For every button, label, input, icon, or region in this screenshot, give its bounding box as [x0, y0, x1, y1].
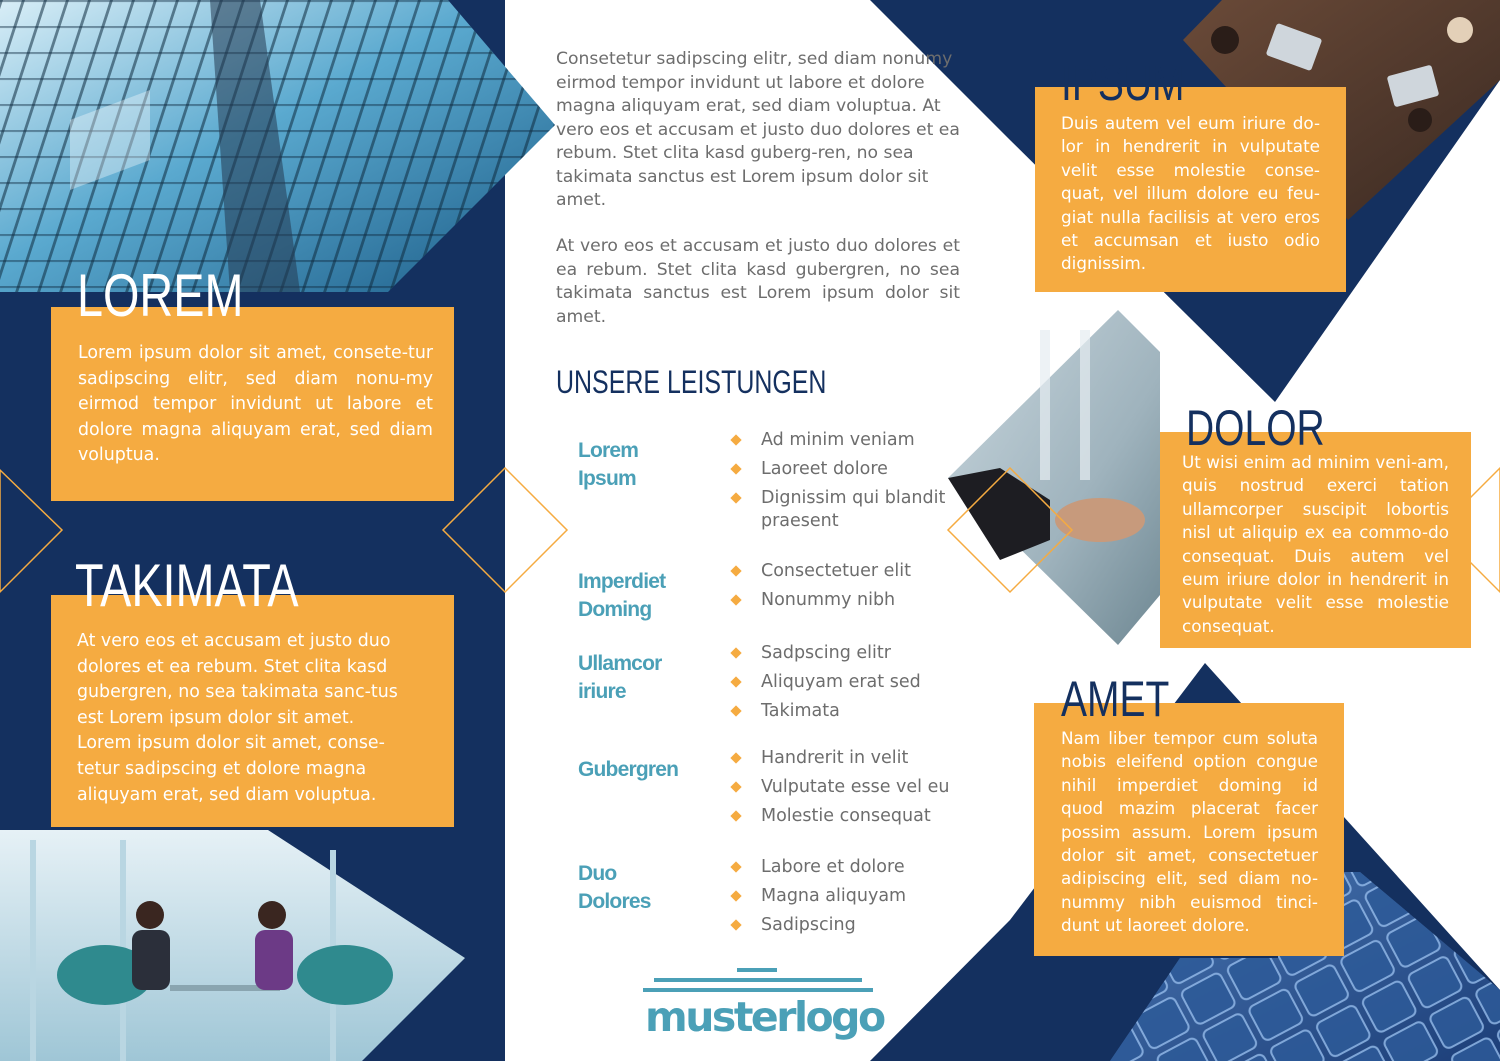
amet-text: Nam liber tempor cum soluta nobis eleifend option congue nihil imperdiet doming id quod mazim placerat facer possim assum. Lorem ipsum dolor sit amet, consectetuer adipiscing elit, sed diam no-nummy nibh euismod tinci-dunt ut laoreet dolore.: [1061, 728, 1318, 936]
diamond-bullet-icon: [730, 810, 741, 821]
diamond-bullet-icon: [730, 752, 741, 763]
service-list-2: [730, 560, 960, 618]
diamond-bullet-icon: [730, 463, 741, 474]
list-item: Consectetuer elit: [730, 560, 960, 583]
diamond-bullet-icon: [730, 781, 741, 792]
lorem-heading: LOREM: [77, 262, 244, 329]
list-item: Labore et dolore: [730, 856, 960, 879]
takimata-text: At vero eos et accusam et justo duo dolores et ea rebum. Stet clita kasd gubergren, no sea takimata sanc-tus est Lorem ipsum dolor sit amet. Lorem ipsum dolor sit amet, conse-tetur sadipscing et dolore magna aliquyam erat, sed diam voluptua.: [77, 631, 398, 805]
list-item: Handrerit in velit: [730, 747, 960, 770]
dolor-heading: DOLOR: [1186, 400, 1325, 456]
list-item: Molestie consequat: [730, 805, 960, 828]
takimata-heading: TAKIMATA: [75, 552, 299, 619]
second-paragraph: At vero eos et accusam et justo duo dolores et ea rebum. Stet clita kasd gubergren, no sea takimata sanctus est Lorem ipsum dolor sit amet.: [556, 236, 960, 327]
amet-heading: AMET: [1061, 671, 1170, 727]
service-list-1: [730, 429, 960, 539]
list-item: Aliquyam erat sed: [730, 671, 960, 694]
service-title-3: Ullamcor iriure: [578, 652, 662, 703]
diamond-bullet-icon: [730, 647, 741, 658]
service-list-3: [730, 642, 960, 729]
service-title-5: Duo Dolores: [578, 862, 651, 913]
diamond-bullet-icon: [730, 565, 741, 576]
logo-bar-bottom: [643, 988, 873, 992]
diamond-bullet-icon: [730, 434, 741, 445]
service-list-4: [730, 747, 960, 834]
list-item: Laoreet dolore: [730, 458, 960, 481]
diamond-bullet-icon: [730, 919, 741, 930]
dolor-text: Ut wisi enim ad minim veni-am, quis nostrud exerci tation ullamcorper suscipit lobortis nisl ut aliquip ex ea commo-do consequat. Duis autem vel eum iriure dolor in hendrerit in vulputate velit esse molestie consequat.: [1182, 452, 1449, 636]
diamond-bullet-icon: [730, 676, 741, 687]
service-list-5: [730, 856, 960, 943]
logo: [640, 965, 884, 1045]
logo-bar-top: [737, 968, 777, 972]
ipsum-heading: IPSUM: [1061, 55, 1185, 111]
service-title-1: Lorem Ipsum: [578, 439, 639, 490]
diamond-bullet-icon: [730, 890, 741, 901]
outline-diamond-right: [1468, 468, 1500, 592]
ipsum-text: Duis autem vel eum iriure do-lor in hendrerit in vulputate velit esse molestie conse-quat, vel illum dolore eu feu-giat nulla facilisis at vero eros et accumsan et iusto odio dignissim.: [1061, 113, 1320, 274]
list-item: Dignissim qui blandit praesent: [730, 487, 960, 533]
list-item: Takimata: [730, 700, 960, 723]
diamond-bullet-icon: [730, 861, 741, 872]
list-item: Sadipscing: [730, 914, 960, 937]
intro-paragraph: Consetetur sadipscing elitr, sed diam nonumy eirmod tempor invidunt ut labore et dolore magna aliquyam erat, sed diam voluptua. At vero eos et accusam et justo duo dolores et ea rebum. Stet clita kasd guberg-ren, no sea takimata sanctus est Lorem ipsum dolor sit amet.: [556, 49, 960, 210]
logo-wordmark: musterlogo: [645, 993, 884, 1041]
lorem-text: Lorem ipsum dolor sit amet, consete-tur sadipscing elitr, sed diam nonu-my eirmod tempor invidunt ut labore et dolore magna aliquyam erat, sed diam voluptua.: [78, 343, 433, 466]
diamond-bullet-icon: [730, 594, 741, 605]
handshake-photo: [948, 310, 1160, 645]
list-item: Ad minim veniam: [730, 429, 960, 452]
logo-bar-middle: [654, 978, 862, 982]
list-item: Magna aliquyam: [730, 885, 960, 908]
diamond-bullet-icon: [730, 705, 741, 716]
list-item: Vulputate esse vel eu: [730, 776, 960, 799]
service-title-2: Imperdiet Doming: [578, 570, 666, 621]
diamond-bullet-icon: [730, 492, 741, 503]
service-title-4: Gubergren: [578, 758, 679, 781]
list-item: Sadpscing elitr: [730, 642, 960, 665]
services-heading: UNSERE LEISTUNGEN: [556, 364, 827, 400]
list-item: Nonummy nibh: [730, 589, 960, 612]
